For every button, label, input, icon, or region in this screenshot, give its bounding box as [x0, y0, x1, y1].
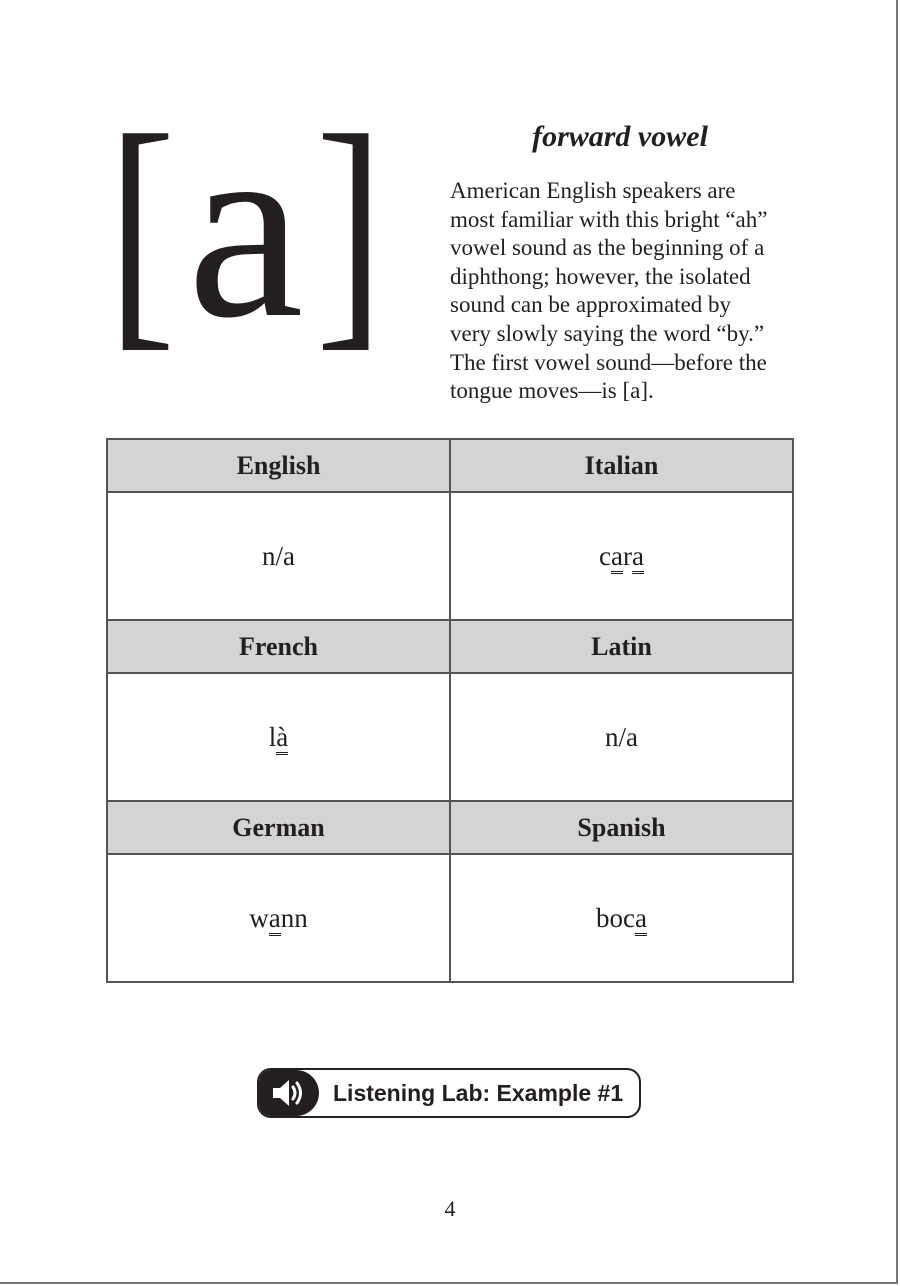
language-header-german: German — [107, 801, 450, 854]
listening-lab-label: Listening Lab: Example #1 — [333, 1079, 624, 1106]
ipa-letter: a — [187, 82, 304, 372]
open-bracket: [ — [107, 82, 176, 372]
table-header-row — [107, 801, 793, 854]
ipa-symbol — [98, 82, 384, 372]
example-english — [107, 492, 450, 620]
description-line: sound can be approximated by — [450, 292, 732, 318]
table-example-row — [107, 673, 793, 801]
example-french — [107, 673, 450, 801]
table-example-row — [107, 492, 793, 620]
example-vowel: a — [611, 541, 623, 574]
example-middle: r — [622, 540, 632, 571]
example-italian — [450, 492, 793, 620]
description-line: very slowly saying the word “by.” — [450, 320, 765, 346]
example-vowel: a — [632, 541, 644, 574]
speaker-icon — [259, 1070, 319, 1116]
language-header-english: English — [107, 439, 450, 492]
close-bracket: ] — [315, 82, 384, 372]
language-header-latin: Latin — [450, 620, 793, 673]
description-line: American English speakers are — [450, 178, 736, 203]
description-line: most familiar with this bright “ah” — [450, 206, 768, 232]
description-line: tongue moves—is [a]. — [450, 378, 654, 404]
language-examples-table — [106, 438, 794, 983]
description-line: The first vowel sound—before the — [450, 349, 767, 375]
example-text: n/a — [605, 721, 638, 752]
description-line: diphthong; however, the isolated — [450, 263, 751, 289]
example-vowel: a — [269, 903, 281, 936]
table-header-row — [107, 439, 793, 492]
vowel-heading: forward vowel — [532, 120, 708, 153]
language-header-italian: Italian — [450, 439, 793, 492]
example-prefix: boc — [596, 902, 635, 933]
table-header-row — [107, 620, 793, 673]
example-vowel: à — [276, 722, 288, 755]
example-vowel: a — [635, 903, 647, 936]
description-line: vowel sound as the beginning of a — [450, 235, 765, 261]
page-number: 4 — [444, 1196, 456, 1221]
example-text: n/a — [262, 540, 295, 571]
example-prefix: w — [249, 902, 269, 933]
example-spanish — [450, 854, 793, 982]
listening-lab-button[interactable] — [257, 1068, 641, 1118]
example-prefix: l — [268, 721, 277, 752]
example-suffix: nn — [280, 902, 308, 933]
vowel-description — [450, 177, 790, 406]
language-header-spanish: Spanish — [450, 801, 793, 854]
example-german — [107, 854, 450, 982]
example-prefix: c — [599, 540, 611, 571]
language-header-french: French — [107, 620, 450, 673]
example-latin — [450, 673, 793, 801]
table-example-row — [107, 854, 793, 982]
